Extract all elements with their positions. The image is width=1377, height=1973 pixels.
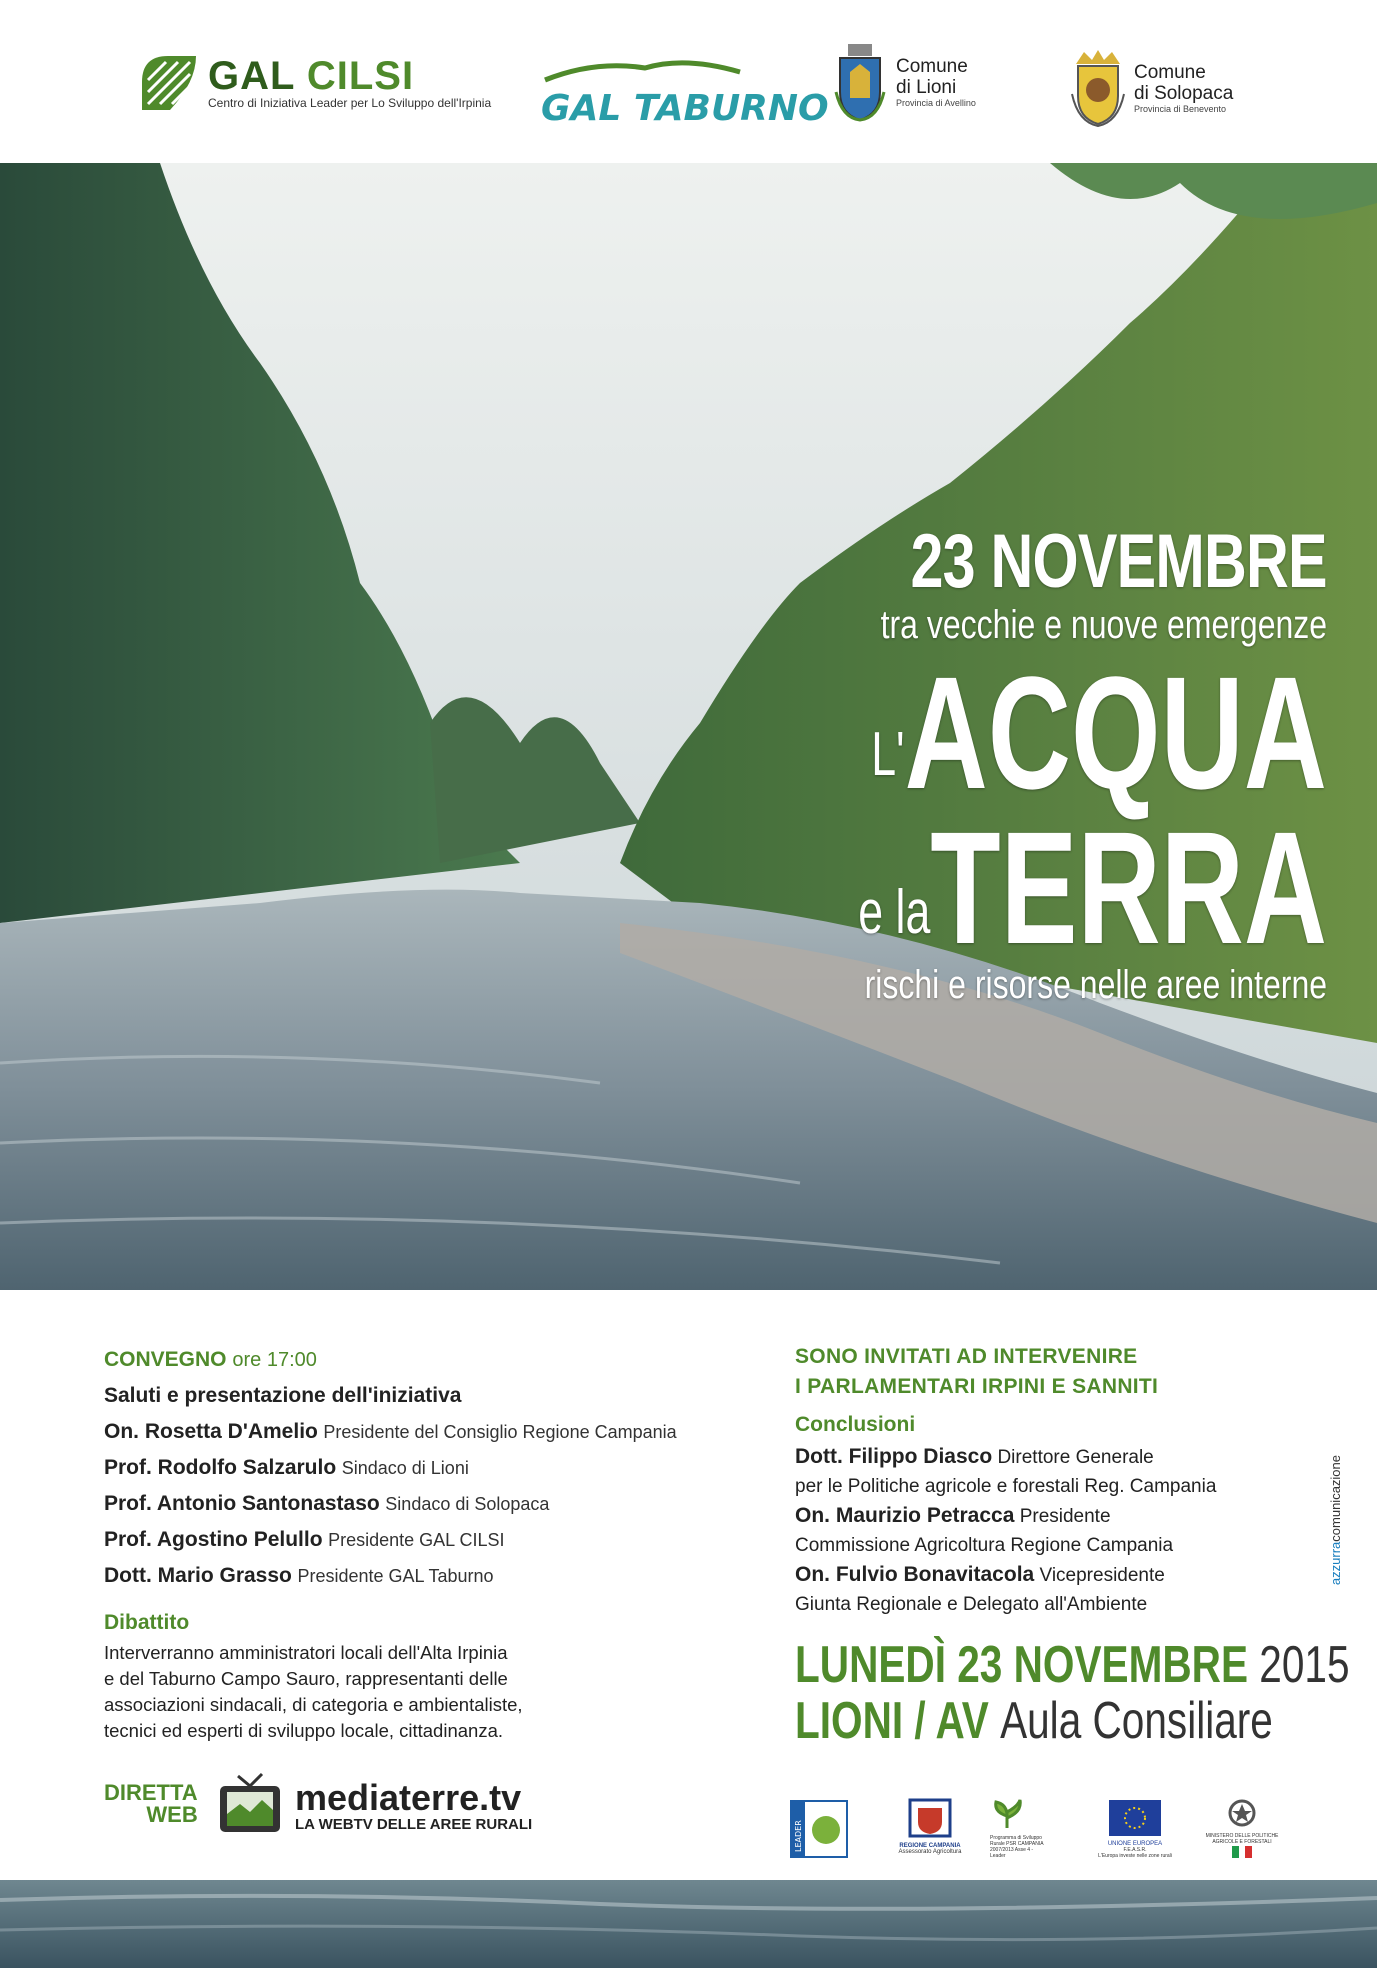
lioni-line3: Provincia di Avellino bbox=[896, 98, 976, 108]
psr-text: Programma di Sviluppo Rurale PSR CAMPANIA 2007/2013 Asse 4 - Leader bbox=[990, 1835, 1044, 1859]
solopaca-line1: Comune bbox=[1134, 62, 1206, 83]
speaker-role: Sindaco di Solopaca bbox=[385, 1494, 550, 1514]
event-date bbox=[795, 1636, 1350, 1694]
hero-date: 23 NOVEMBRE bbox=[910, 519, 1327, 604]
invite-line-1: SONO INVITATI AD INTERVENIRE bbox=[795, 1345, 1138, 1368]
mediaterre-logo bbox=[295, 1777, 533, 1833]
italian-emblem-icon bbox=[1227, 1798, 1257, 1828]
speaker-row bbox=[104, 1414, 784, 1450]
speaker-role: Presidente del Consiglio Regione Campania bbox=[323, 1422, 677, 1442]
leader-text: LEADER bbox=[794, 1820, 803, 1852]
hero-subtitle-1: tra vecchie e nuove emergenze bbox=[880, 603, 1327, 647]
footer-water-strip bbox=[0, 1880, 1377, 1968]
comune-lioni-logo bbox=[832, 42, 976, 122]
psr-leaf-icon bbox=[990, 1800, 1024, 1830]
diretta-text: DIRETTA bbox=[104, 1780, 198, 1805]
invite-line-2: I PARLAMENTARI IRPINI E SANNITI bbox=[795, 1375, 1159, 1398]
speaker-row bbox=[104, 1558, 784, 1594]
speaker-name: Prof. Rodolfo Salzarulo bbox=[104, 1456, 337, 1479]
dibattito-heading: Dibattito bbox=[104, 1611, 190, 1634]
gal-taburno-logo bbox=[535, 50, 829, 130]
lioni-crest-icon bbox=[832, 42, 888, 122]
program-column bbox=[104, 1342, 784, 1744]
acqua-word: ACQUA bbox=[904, 643, 1327, 822]
designer-signature bbox=[1328, 1455, 1343, 1585]
conclusion-name: On. Fulvio Bonavitacola bbox=[795, 1563, 1035, 1586]
hero-subtitle-2: rischi e risorse nelle aree interne bbox=[864, 963, 1327, 1007]
psr-logo bbox=[990, 1800, 1060, 1859]
italian-flag-icon bbox=[1232, 1846, 1252, 1858]
mediaterre-site: mediaterre.tv bbox=[295, 1777, 522, 1818]
signature-a: azzurra bbox=[1328, 1541, 1343, 1586]
dibattito-line: e del Taburno Campo Sauro, rappresentanti delle bbox=[104, 1668, 508, 1689]
gal-word: GAL bbox=[208, 54, 295, 98]
diretta-web-label bbox=[104, 1782, 198, 1826]
speaker-name: On. Rosetta D'Amelio bbox=[104, 1420, 318, 1443]
gal-cilsi-logo bbox=[138, 52, 491, 114]
gal-taburno-mark-icon bbox=[535, 50, 829, 130]
eu-subtext-2: L'Europa investe nelle zone rurali bbox=[1098, 1853, 1172, 1859]
info-section bbox=[0, 1290, 1377, 1880]
lioni-line2: di Lioni bbox=[896, 77, 957, 98]
event-year: 2015 bbox=[1259, 1636, 1350, 1694]
leader-logo-icon bbox=[790, 1800, 848, 1858]
hero-acqua bbox=[871, 643, 1327, 822]
river-photo bbox=[0, 163, 1377, 1290]
terra-word: TERRA bbox=[930, 798, 1327, 977]
event-city: LIONI / AV bbox=[795, 1692, 989, 1750]
speaker-name: Prof. Antonio Santonastaso bbox=[104, 1492, 380, 1515]
eu-text: UNIONE EUROPEA bbox=[1107, 1841, 1163, 1847]
gal-cilsi-leaf-icon bbox=[138, 52, 200, 114]
eu-flag-icon bbox=[1109, 1800, 1161, 1836]
conclusion-role: Direttore Generale bbox=[997, 1447, 1154, 1468]
solopaca-crest-icon bbox=[1070, 48, 1126, 128]
gal-cilsi-subtitle: Centro di Iniziativa Leader per Lo Sviluppo dell'Irpinia bbox=[208, 96, 492, 110]
dibattito-line: Interverranno amministratori locali dell'Alta Irpinia bbox=[104, 1642, 508, 1663]
conclusioni-heading: Conclusioni bbox=[795, 1413, 916, 1436]
header bbox=[0, 0, 1377, 163]
event-day: LUNEDÌ 23 NOVEMBRE bbox=[795, 1636, 1248, 1694]
conclusion-role-2: per le Politiche agricole e forestali Reg. Campania bbox=[795, 1476, 1217, 1497]
event-venue: Aula Consiliare bbox=[1000, 1692, 1273, 1750]
conclusion-name: Dott. Filippo Diasco bbox=[795, 1445, 993, 1468]
speaker-role: Presidente GAL Taburno bbox=[297, 1566, 494, 1586]
speaker-role: Sindaco di Lioni bbox=[341, 1458, 469, 1478]
terra-prefix: e la bbox=[858, 878, 931, 947]
convegno-time: ore 17:00 bbox=[232, 1349, 317, 1371]
speaker-row bbox=[104, 1486, 784, 1522]
solopaca-line2: di Solopaca bbox=[1134, 83, 1234, 104]
signature-b: comunicazione bbox=[1328, 1455, 1343, 1542]
ministero-text: MINISTERO DELLE POLITICHE AGRICOLE E FORESTALI bbox=[1205, 1833, 1279, 1845]
regione-subtext: Assessorato Agricoltura bbox=[898, 1849, 962, 1855]
conclusion-role: Presidente bbox=[1019, 1506, 1111, 1527]
conclusion-name: On. Maurizio Petracca bbox=[795, 1504, 1015, 1527]
gal-taburno-text: GAL TABURNO bbox=[541, 88, 829, 129]
conclusion-role-2: Commissione Agricoltura Regione Campania bbox=[795, 1535, 1174, 1556]
cilsi-word: CILSI bbox=[306, 54, 415, 98]
mediaterre-tagline: LA WEBTV DELLE AREE RURALI bbox=[295, 1816, 533, 1833]
lioni-line1: Comune bbox=[896, 56, 968, 77]
comune-solopaca-logo bbox=[1070, 48, 1233, 128]
regione-crest-icon bbox=[908, 1798, 952, 1838]
eu-subtext: F.E.A.S.R. bbox=[1123, 1847, 1147, 1853]
speaker-name: Dott. Mario Grasso bbox=[104, 1564, 292, 1587]
event-place bbox=[795, 1692, 1273, 1750]
solopaca-line3: Provincia di Benevento bbox=[1134, 104, 1227, 114]
saluti-heading: Saluti e presentazione dell'iniziativa bbox=[104, 1384, 462, 1407]
leader-logo bbox=[790, 1800, 848, 1863]
dibattito-line: associazioni sindacali, di categoria e ambientaliste, bbox=[104, 1694, 523, 1715]
tv-icon bbox=[218, 1770, 282, 1836]
acqua-prefix: L' bbox=[871, 720, 905, 789]
conclusion-role-2: Giunta Regionale e Delegato all'Ambiente bbox=[795, 1594, 1148, 1615]
speaker-role: Presidente GAL CILSI bbox=[328, 1530, 505, 1550]
speaker-row bbox=[104, 1450, 784, 1486]
web-text: WEB bbox=[146, 1802, 198, 1827]
regione-campania-logo bbox=[890, 1798, 970, 1855]
regione-text: REGIONE CAMPANIA bbox=[899, 1843, 961, 1849]
ministero-logo bbox=[1202, 1798, 1282, 1863]
eu-logo bbox=[1092, 1800, 1178, 1859]
speaker-name: Prof. Agostino Pelullo bbox=[104, 1528, 323, 1551]
convegno-label: CONVEGNO bbox=[104, 1348, 227, 1371]
speaker-row bbox=[104, 1522, 784, 1558]
dibattito-line: tecnici ed esperti di sviluppo locale, cittadinanza. bbox=[104, 1720, 504, 1741]
water-reflection-image bbox=[0, 1880, 1377, 1968]
conclusion-role: Vicepresidente bbox=[1039, 1565, 1165, 1586]
